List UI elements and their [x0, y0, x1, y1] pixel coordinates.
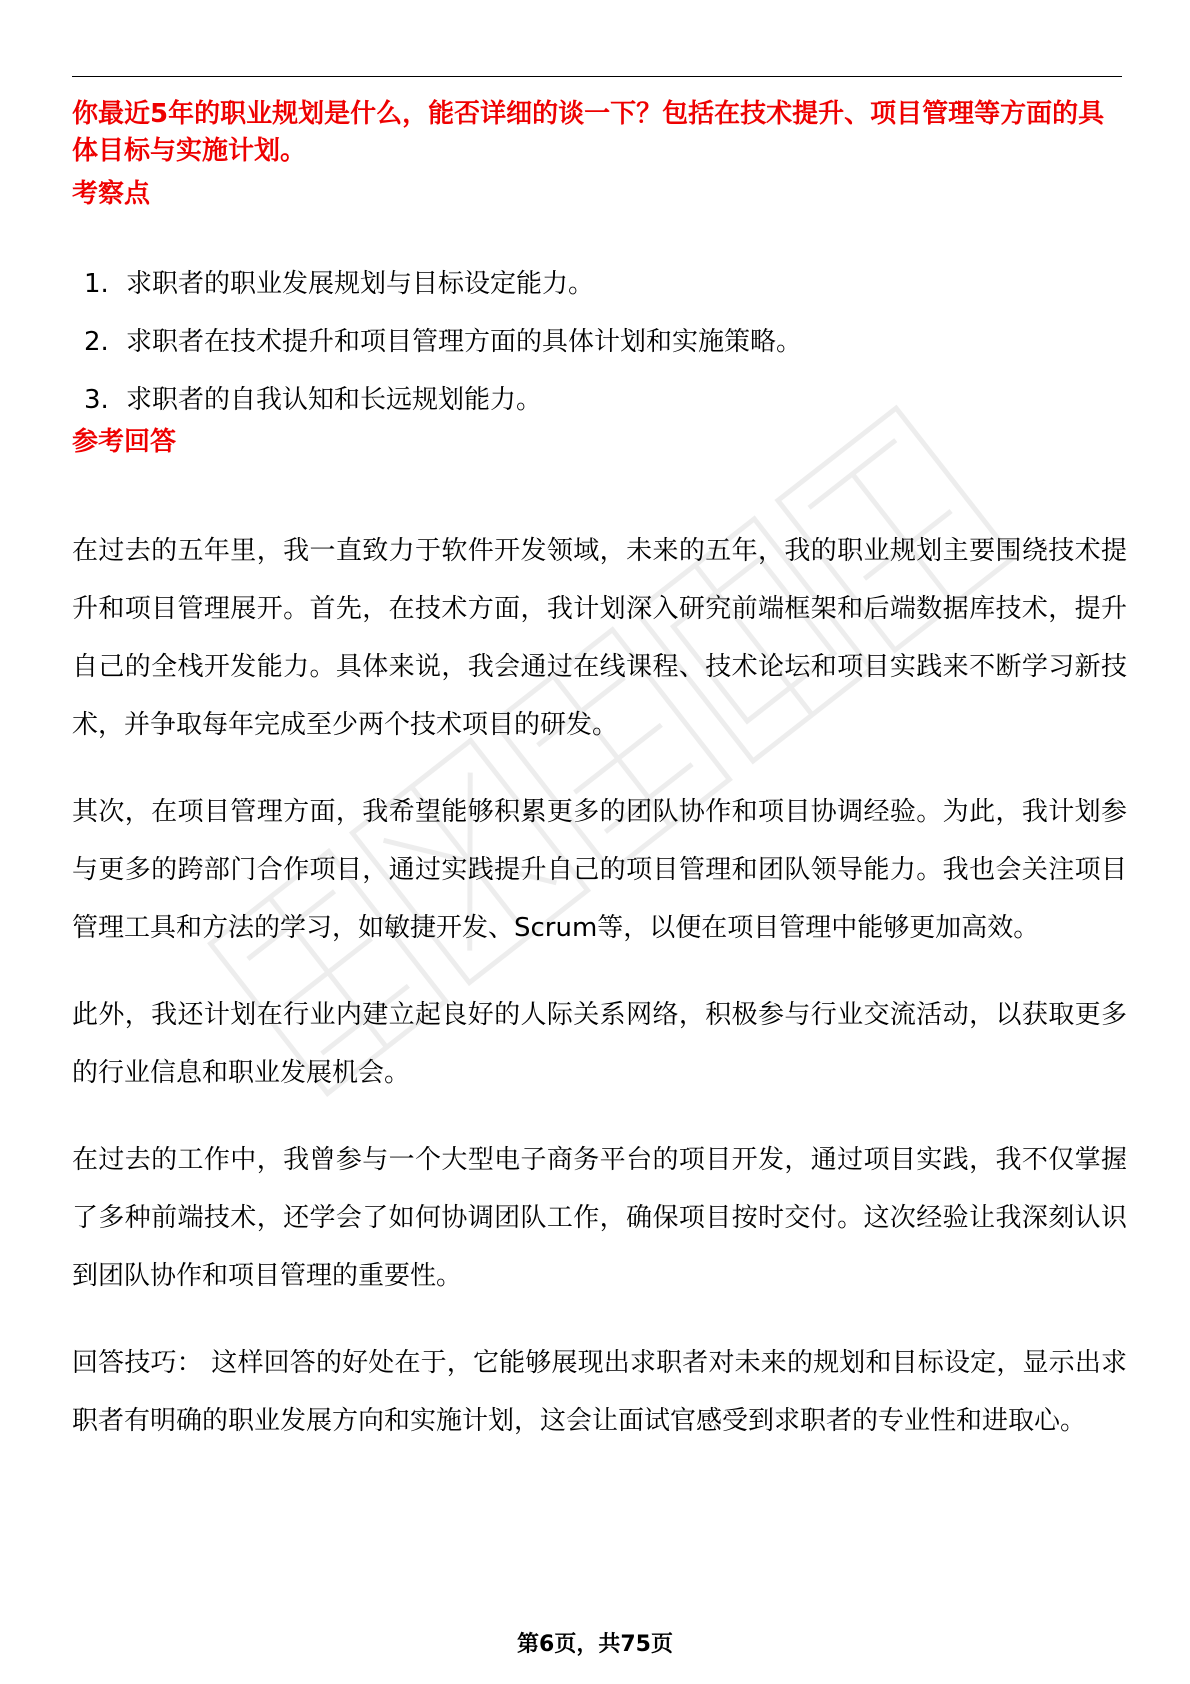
question-title: 你最近5年的职业规划是什么，能否详细的谈一下？包括在技术提升、项目管理等方面的具体目标与实施计划。 [72, 99, 1105, 166]
answer-heading: 参考回答 [72, 427, 177, 457]
answer-paragraph: 在过去的工作中，我曾参与一个大型电子商务平台的项目开发，通过项目实践，我不仅掌握了多种前端技术，还学会了如何协调团队工作，确保项目按时交付。这次经验让我深刻认识到团队协作和项目管理的重要性。 [72, 1145, 1127, 1291]
focus-heading: 考察点 [72, 179, 151, 209]
focus-point-number: 2. [84, 327, 109, 357]
answer-paragraph: 此外，我还计划在行业内建立起良好的人际关系网络，积极参与行业交流活动，以获取更多的行业信息和职业发展机会。 [72, 1000, 1127, 1088]
focus-point-number: 3. [84, 385, 109, 415]
page-number-footer: 第6页，共75页 [517, 1632, 673, 1657]
top-divider [72, 76, 1122, 77]
focus-points-list [84, 266, 1124, 440]
answer-tips-paragraph: 回答技巧： 这样回答的好处在于，它能够展现出求职者对未来的规划和目标设定，显示出求职者有明确的职业发展方向和实施计划，这会让面试官感受到求职者的专业性和进取心。 [72, 1348, 1127, 1436]
focus-point [84, 266, 1124, 324]
focus-point [84, 324, 1124, 382]
focus-point-text: 求职者的自我认知和长远规划能力。 [126, 385, 543, 415]
focus-point [84, 382, 1124, 440]
answer-paragraph: 在过去的五年里，我一直致力于软件开发领域，未来的五年，我的职业规划主要围绕技术提升和项目管理展开。首先，在技术方面，我计划深入研究前端框架和后端数据库技术，提升自己的全栈开发能力。具体来说，我会通过在线课程、技术论坛和项目实践来不断学习新技术，并争取每年完成至少两个技术项目的研发。 [72, 536, 1127, 740]
focus-point-text: 求职者在技术提升和项目管理方面的具体计划和实施策略。 [126, 327, 803, 357]
focus-point-number: 1. [84, 269, 109, 299]
focus-point-text: 求职者的职业发展规划与目标设定能力。 [126, 269, 595, 299]
answer-paragraph: 其次，在项目管理方面，我希望能够积累更多的团队协作和项目协调经验。为此，我计划参与更多的跨部门合作项目，通过实践提升自己的项目管理和团队领导能力。我也会关注项目管理工具和方法的学习，如敏捷开发、Scrum等，以便在项目管理中能够更加高效。 [72, 797, 1127, 943]
answer-body [72, 522, 1127, 1479]
